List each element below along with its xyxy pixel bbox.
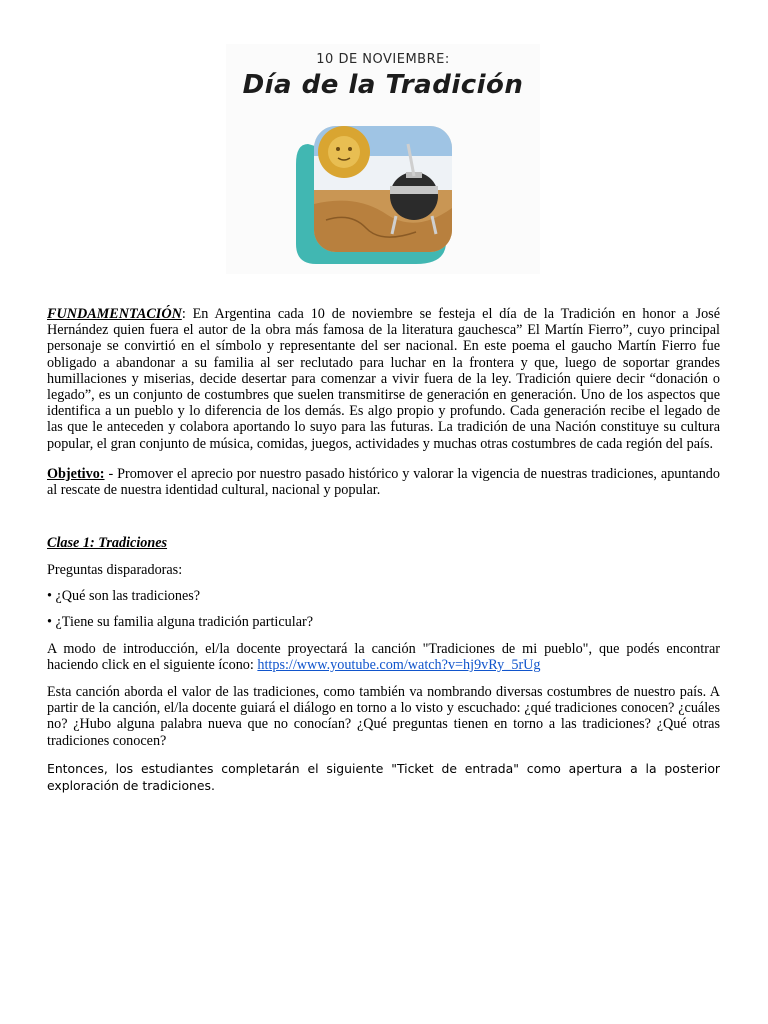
youtube-link[interactable]: https://www.youtube.com/watch?v=hj9vRy_5rUg [257,657,541,674]
objetivo-text: - Promover el aprecio por nuestro pasado histórico y valorar la vigencia de nuestras tradiciones, apuntando al rescate de nuestra identidad cultural, nacional y popular. [47,466,720,499]
objetivo-paragraph [47,466,720,498]
fundamentacion-paragraph [47,306,720,452]
entonces-paragraph: Entonces, los estudiantes completarán el siguiente "Ticket de entrada" como apertura a la posterior exploración de tradiciones. [47,761,720,793]
fundamentacion-label: FUNDAMENTACIÓN [47,306,182,322]
intro-text: A modo de introducción, el/la docente proyectará la canción "Tradiciones de mi pueblo", que podés encontrar haciendo click en el siguiente ícono: [47,641,720,674]
banner-date: 10 DE NOVIEMBRE: [316,52,450,67]
intro-paragraph [47,641,720,673]
tradition-illustration [296,124,476,269]
banner-title: Día de la Tradición [242,70,524,100]
sun-of-may-icon [318,126,370,178]
header-banner [226,44,540,274]
clase-title-line [47,535,720,551]
objetivo-label: Objetivo: [47,466,105,482]
question-2: • ¿Tiene su familia alguna tradición particular? [47,614,314,630]
clase-title: Clase 1: Tradiciones [47,535,168,551]
cancion-paragraph: Esta canción aborda el valor de las tradiciones, como también va nombrando diversas costumbres de nuestro país. A partir de la canción, el/la docente guiará el diálogo en torno a lo visto y escuchado: ¿qué tradiciones conocen? ¿cuáles no? ¿Hubo alguna palabra nueva que no conocían? ¿Qué preguntas tienen en torno a las tradiciones? ¿Qué otras tradiciones conocen? [47,684,720,749]
question-1: • ¿Qué son las tradiciones? [47,588,201,604]
preguntas-label: Preguntas disparadoras: [47,562,183,578]
fundamentacion-text: : En Argentina cada 10 de noviembre se festeja el día de la Tradición en honor a José Hernández quien fuera el autor de la obra más famosa de la literatura gauchesca” El Martín Fierro”, cuyo principal personaje se convirtió en el símbolo y representante del ser nacional. En este poema el gaucho Martín Fierro fue obligado a abandonar a su familia al ser reclutado para luchar en la frontera y que, luego de soportar grandes humillaciones y miserias, decide desertar para comenzar a vivir fuera de la ley. Tradición quiere decir “donación o legado”, es un conjunto de costumbres que suelen transmitirse de generación en generación. Uno de los aspectos que identifica a un pueblo y lo diferencia de los demás. Es algo propio y profundo. Cada generación recibe el legado de las que le anteceden y colabora aportando lo suyo para las futuras. La tradición de una Nación constituye su cultura popular, el gran conjunto de música, comidas, juegos, actividades y muchas otras costumbres de cada región del país. [47,306,720,452]
